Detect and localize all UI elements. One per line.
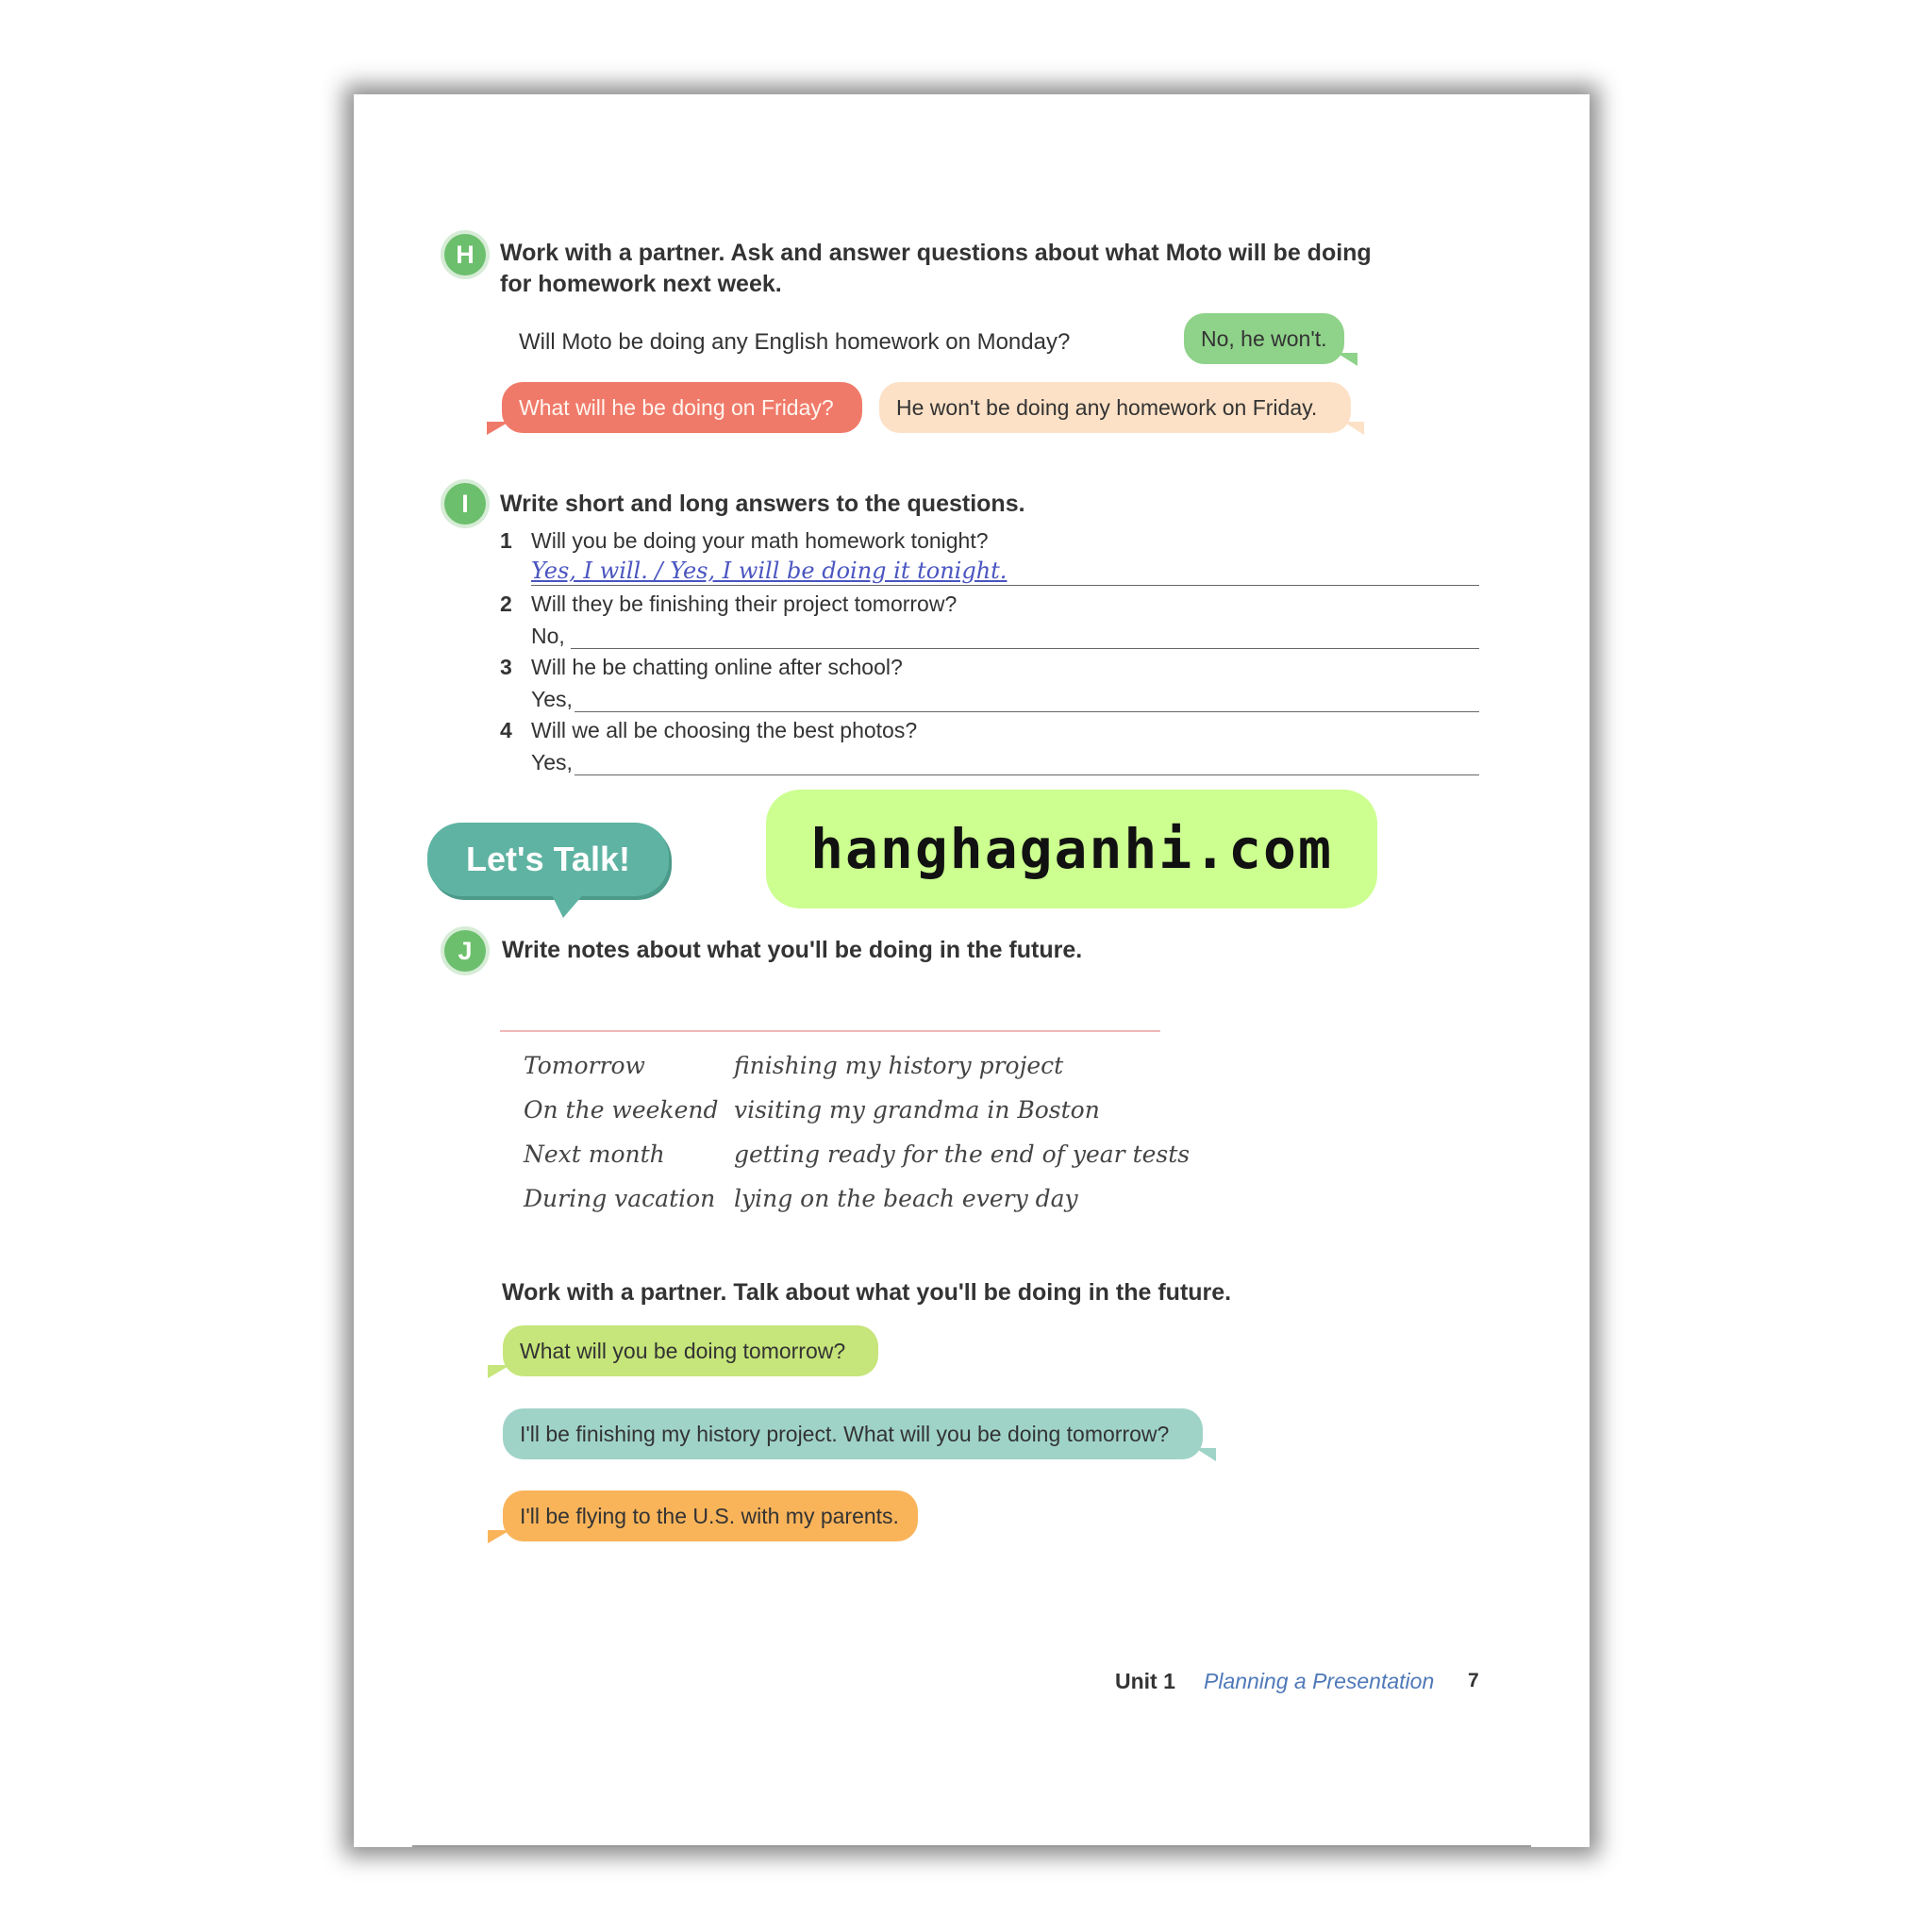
workbook-page (354, 94, 1590, 1847)
answer-line[interactable] (575, 774, 1479, 775)
note-when: On the weekend (524, 1096, 719, 1124)
dialogue-bubble-2 (503, 1408, 1203, 1459)
bubble-tail (487, 422, 509, 435)
note-when: Tomorrow (524, 1052, 645, 1079)
partner-instruction: Work with a partner. Talk about what you'll be doing in the future. (502, 1279, 1232, 1306)
lets-talk-label: Let's Talk! (466, 840, 630, 878)
note-what: getting ready for the end of year tests (734, 1141, 1191, 1168)
answer-prefix: Yes, (531, 687, 573, 711)
bubble-tail (488, 1365, 510, 1378)
bubble-tail (1337, 353, 1357, 366)
question-text: Will they be finishing their project tomorrow? (531, 591, 958, 616)
note-when: During vacation (524, 1185, 716, 1212)
instruction-line-2: for homework next week. (500, 271, 782, 297)
lets-talk-banner (427, 823, 669, 896)
section-j-instruction: Write notes about what you'll be doing in the future. (502, 937, 1083, 963)
dialogue-bubble-3 (503, 1491, 918, 1541)
dialogue-bubble-1 (503, 1325, 878, 1376)
answer-line (531, 585, 1479, 586)
watermark-banner (766, 790, 1377, 908)
bubble-friday-answer (879, 382, 1351, 433)
note-what: visiting my grandma in Boston (734, 1096, 1100, 1124)
section-h-badge: H (444, 234, 486, 275)
question-number: 3 (500, 655, 512, 679)
section-i-instruction: Write short and long answers to the questions. (500, 491, 1025, 517)
answer-handwritten[interactable]: Yes, I will. / Yes, I will be doing it tonight. (531, 558, 1008, 584)
question-number: 4 (500, 718, 512, 742)
section-h-instruction (500, 238, 1372, 300)
answer-prefix: Yes, (531, 750, 573, 774)
dialogue-text: What will you be doing tomorrow? (520, 1338, 846, 1363)
dialogue-text: I'll be flying to the U.S. with my parents. (520, 1503, 899, 1528)
question-text: Will he be chatting online after school? (531, 655, 903, 679)
bubble-tail (1195, 1448, 1216, 1461)
note-what: lying on the beach every day (734, 1185, 1078, 1212)
answer-line[interactable] (575, 711, 1479, 712)
example-question: Will Moto be doing any English homework on Monday? (519, 329, 1071, 355)
question-number: 1 (500, 528, 512, 553)
bubble-tail (488, 1530, 510, 1543)
question-text: Will you be doing your math homework tonight? (531, 528, 989, 553)
section-i-badge: I (444, 483, 486, 525)
section-j-badge: J (444, 930, 486, 972)
page-number: 7 (1468, 1670, 1479, 1691)
note-what: finishing my history project (734, 1052, 1064, 1079)
footer-unit: Unit 1 (1115, 1669, 1175, 1693)
question-number: 2 (500, 591, 512, 616)
dialogue-text: I'll be finishing my history project. What will you be doing tomorrow? (520, 1421, 1170, 1446)
footer-title: Planning a Presentation (1204, 1669, 1435, 1693)
watermark-text: hanghaganhi.com (810, 817, 1333, 881)
bubble-no-he-wont (1184, 313, 1344, 364)
lets-talk-tail (550, 891, 586, 918)
note-when: Next month (524, 1141, 665, 1168)
bubble-friday-question (502, 382, 862, 433)
notes-divider (500, 1030, 1160, 1032)
bubble-friday-question-text: What will he be doing on Friday? (519, 394, 834, 420)
bubble-no-text: No, he won't. (1201, 325, 1327, 351)
answer-prefix: No, (531, 624, 565, 648)
bubble-friday-answer-text: He won't be doing any homework on Friday. (896, 394, 1318, 420)
question-text: Will we all be choosing the best photos? (531, 718, 918, 742)
page-bottom-rule (412, 1845, 1531, 1847)
instruction-line-1: Work with a partner. Ask and answer questions about what Moto will be doing (500, 240, 1372, 266)
bubble-tail (1343, 422, 1364, 435)
answer-line[interactable] (571, 648, 1479, 649)
